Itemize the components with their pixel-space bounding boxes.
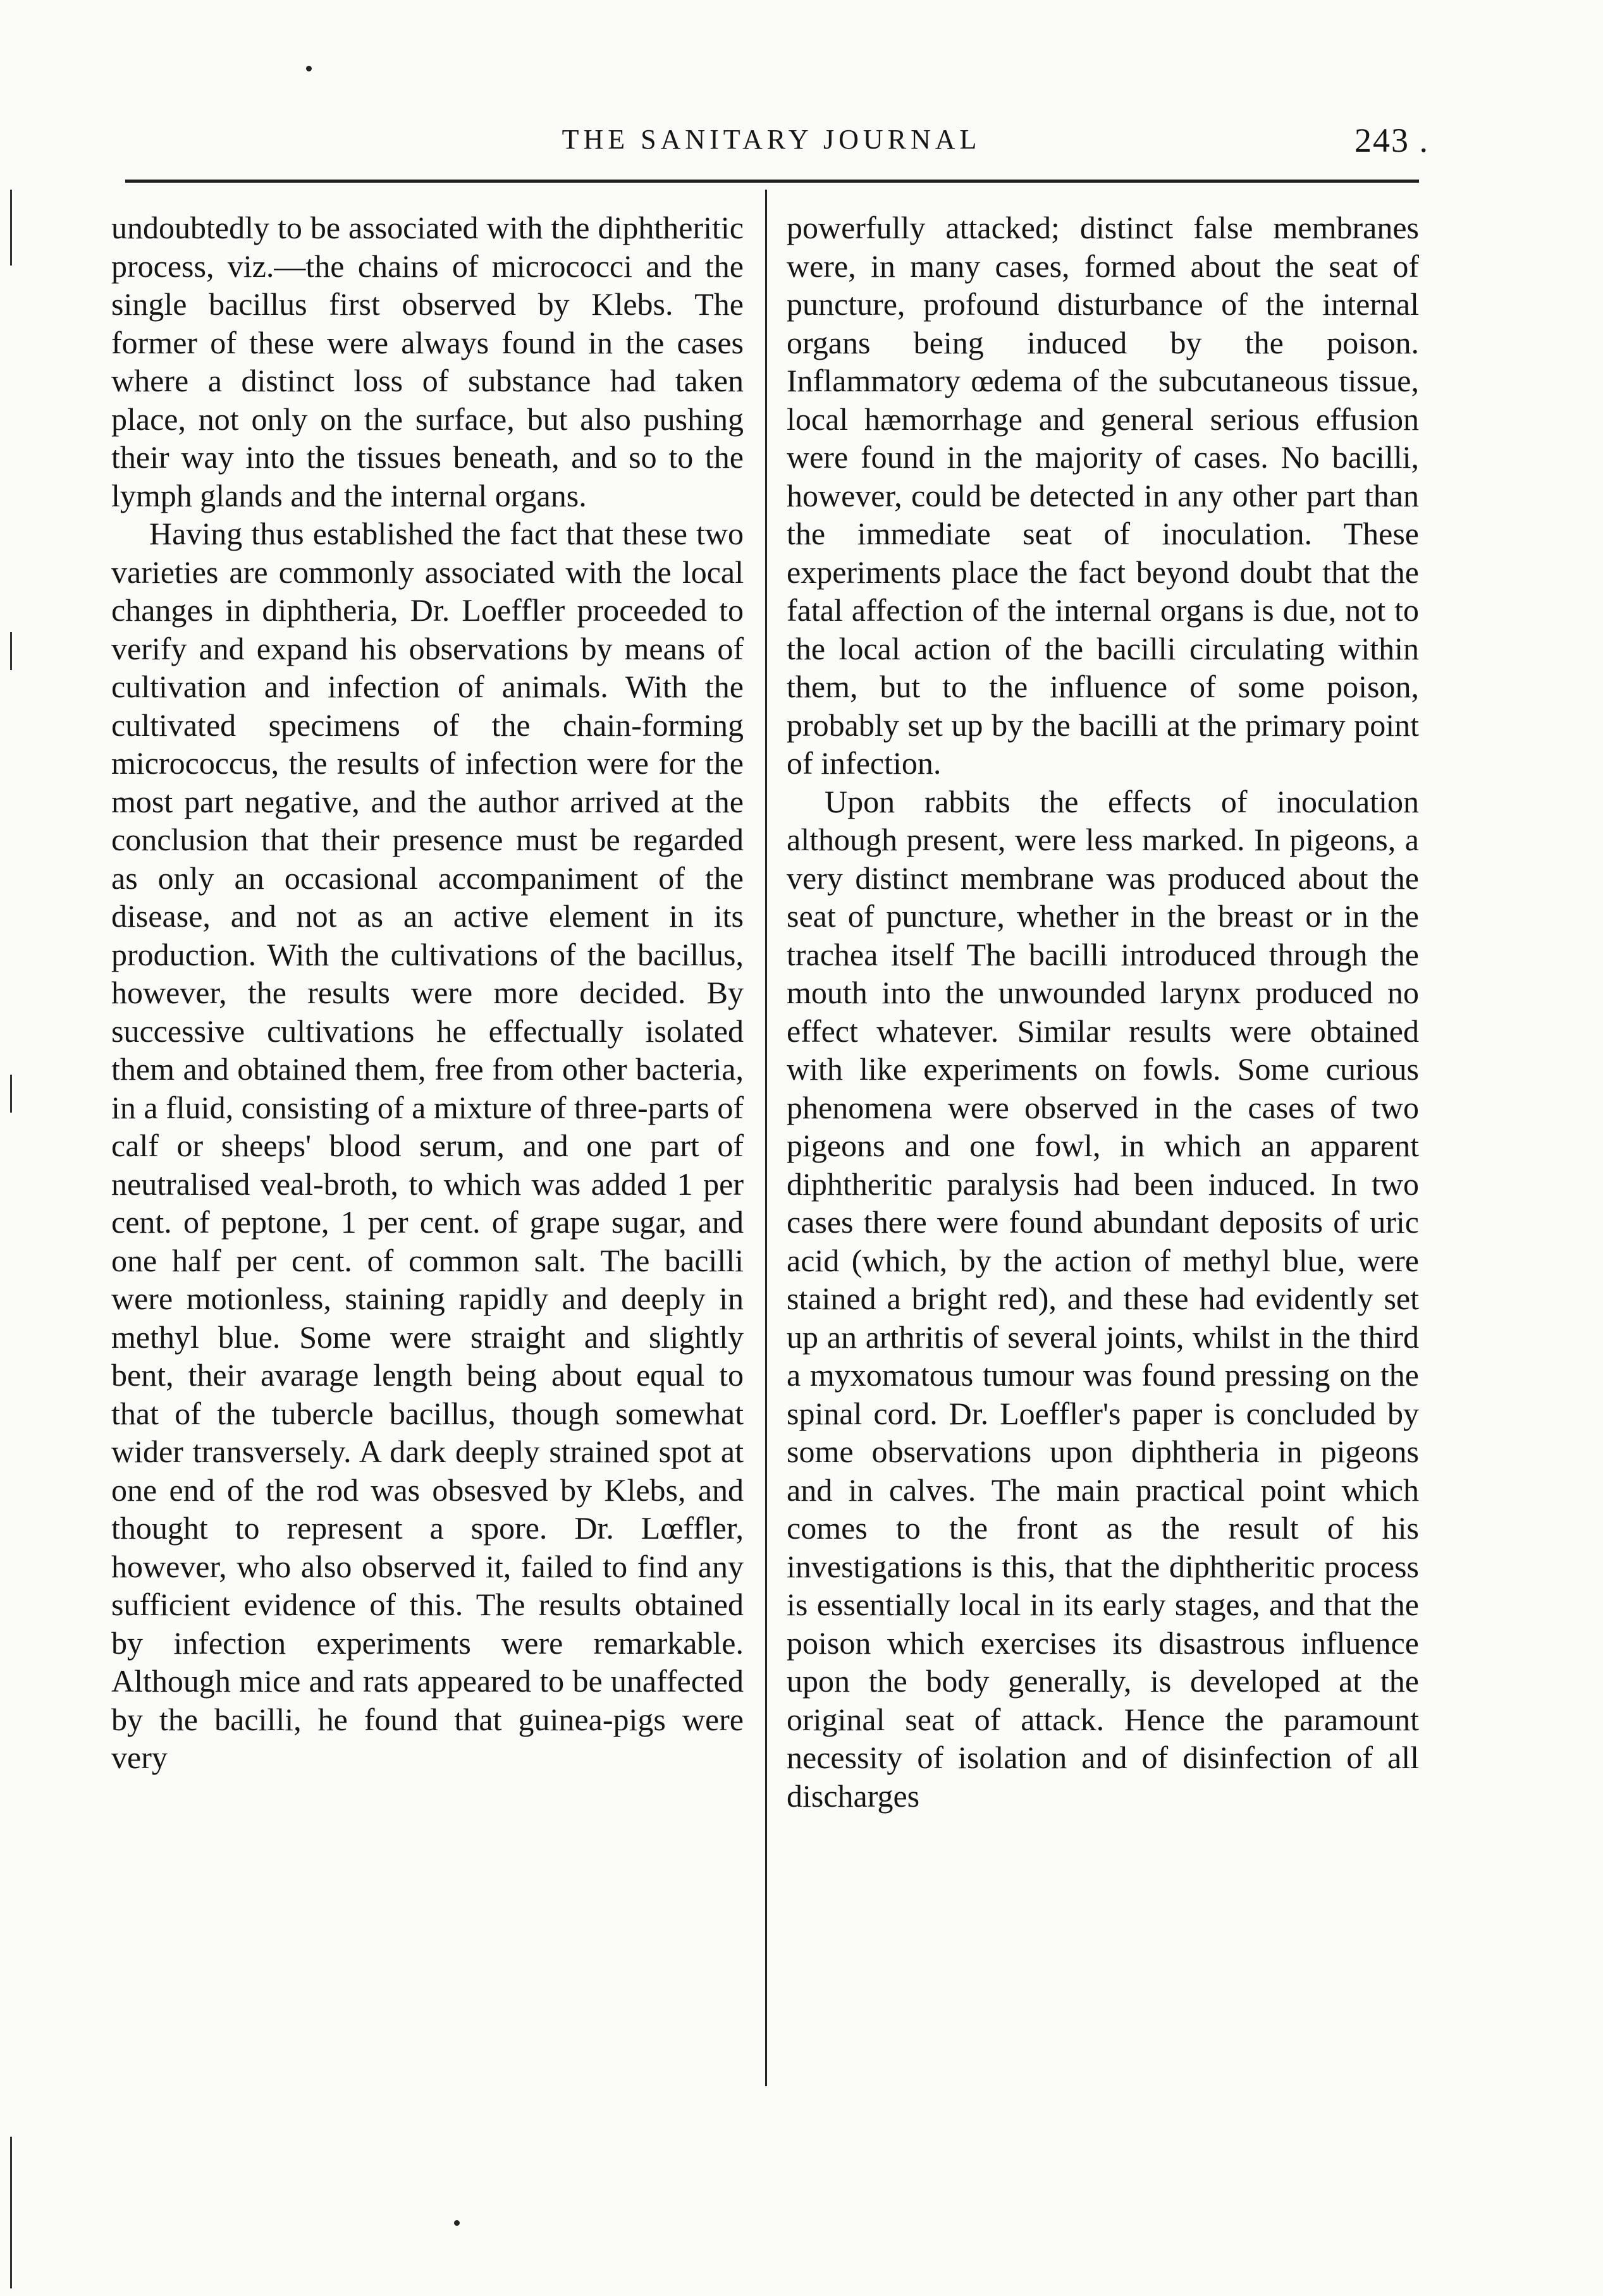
left-paragraph-1: undoubtedly to be associated with the diphtheritic process, viz.—the chains of micrococci and the single bacillus first observed by Klebs. The former of these were always found in the cases where a distinct loss of substance had taken place, not only on the surface, but also pushing their way into the tissues beneath, and so to the lymph glands and the internal organs. [111, 210, 744, 513]
ink-speck [454, 2220, 460, 2226]
right-column [787, 209, 1419, 2118]
binding-margin-mark [10, 2137, 12, 2288]
right-paragraph-1: powerfully attacked; distinct false membranes were, in many cases, formed about the seat of puncture, profound disturbance of the internal organs being induced by the poison. Inflammatory œdema of the subcutaneous tissue, local hæmorrhage and general serious effusion were found in the majority of cases. No bacilli, however, could be detected in any other part than the immediate seat of inoculation. These experiments place the fact beyond doubt that the fatal affection of the internal organs is due, not to the local action of the bacilli circulating within them, but to the influence of some poison, probably set up by the bacilli at the primary point of infection. [787, 210, 1419, 781]
right-paragraph-2: Upon rabbits the effects of inoculation although present, were less marked. In pigeons, a very distinct membrane was produced about the seat of puncture, whether in the breast or in the trachea itself The bacilli introduced through the mouth into the unwounded larynx produced no effect whatever. Similar results were obtained with like experiments on fowls. Some curious phenomena were observed in the cases of two pigeons and one fowl, in which an apparent diphtheritic paralysis had been induced. In two cases there were found abundant deposits of uric acid (which, by the action of methyl blue, were stained a bright red), and these had evidently set up an arthritis of several joints, whilst in the third a myxomatous tumour was found pressing on the spinal cord. Dr. Loeffler's paper is concluded by some observations upon diphtheria in pigeons and in calves. The main practical point which comes to the front as the result of his investigations is this, that the diphtheritic process is essentially local in its early stages, and that the poison which exercises its disastrous influence upon the body generally, is developed at the original seat of attack. Hence the paramount necessity of isolation and of disinfection of all discharges [787, 783, 1419, 1814]
ink-speck [306, 66, 312, 71]
column-divider [765, 190, 767, 2086]
binding-margin-mark [10, 1075, 12, 1113]
running-head [114, 123, 1429, 168]
header-rule [125, 180, 1419, 183]
left-column [111, 209, 744, 2118]
binding-margin-mark [10, 190, 12, 266]
left-paragraph-2: Having thus established the fact that these two varieties are commonly associated with the local changes in diphtheria, Dr. Loeffler proceeded to verify and expand his observations by means of cultivation and infection of animals. With the cultivated specimens of the chain-forming micrococcus, the results of infection were for the most part negative, and the author arrived at the conclusion that their presence must be regarded as only an occasional accompaniment of the disease, and not as an active element in its production. With the cultivations of the bacillus, however, the results were more decided. By successive cultivations he effectually isolated them and obtained them, free from other bacteria, in a fluid, consisting of a mixture of three-parts of calf or sheeps' blood serum, and one part of neutralised veal-broth, to which was added 1 per cent. of peptone, 1 per cent. of grape sugar, and one half per cent. of common salt. The bacilli were motionless, staining rapidly and deeply in methyl blue. Some were straight and slightly bent, their avarage length being about equal to that of the tubercle bacillus, though somewhat wider transversely. A dark deeply strained spot at one end of the rod was obsesved by Klebs, and thought to represent a spore. Dr. Lœffler, however, who also observed it, failed to find any sufficient evidence of this. The results obtained by infection experiments were remarkable. Although mice and rats appeared to be unaffected by the bacilli, he found that guinea-pigs were very [111, 516, 744, 1775]
binding-margin-mark [10, 632, 12, 670]
page-number: 243 . [1354, 121, 1429, 159]
journal-title: THE SANITARY JOURNAL [562, 124, 981, 155]
